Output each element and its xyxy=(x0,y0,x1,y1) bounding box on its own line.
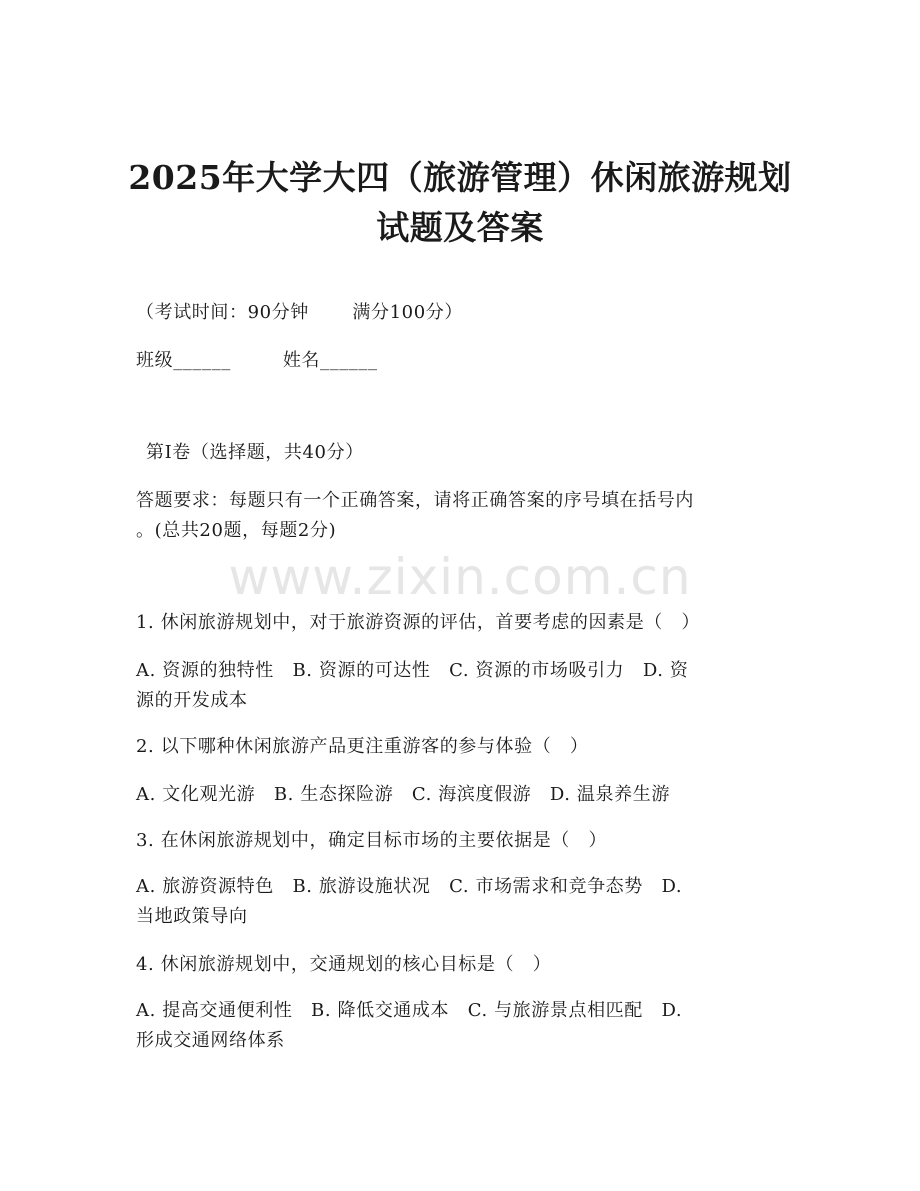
section-title: 第I卷（选择题，共40分） xyxy=(146,442,364,463)
question-options-line1: A. 资源的独特性 B. 资源的可达性 C. 资源的市场吸引力 D. 资 xyxy=(136,660,689,681)
instructions-line2: 。(总共20题，每题2分) xyxy=(136,520,337,541)
student-info-row xyxy=(136,346,776,376)
document-title-line2: 试题及答案 xyxy=(376,208,544,247)
class-field: 班级______ xyxy=(136,350,231,371)
name-field: 姓名______ xyxy=(282,350,378,371)
exam-info: （考试时间：90分钟 满分100分） xyxy=(136,302,463,323)
watermark: www.zixin.com.cn xyxy=(228,548,692,606)
question-options-line2: 形成交通网络体系 xyxy=(136,1030,285,1051)
question-stem: 1. 休闲旅游规划中，对于旅游资源的评估，首要考虑的因素是（ ） xyxy=(136,612,701,633)
question-stem: 2. 以下哪种休闲旅游产品更注重游客的参与体验（ ） xyxy=(136,736,589,757)
instructions-line1: 答题要求：每题只有一个正确答案，请将正确答案的序号填在括号内 xyxy=(136,490,694,511)
question-stem: 3. 在休闲旅游规划中，确定目标市场的主要依据是（ ） xyxy=(136,830,608,851)
question-options-line2: 源的开发成本 xyxy=(136,690,248,711)
document-title-line1: 2025年大学大四（旅游管理）休闲旅游规划 xyxy=(128,158,792,197)
question-options-line1: A. 旅游资源特色 B. 旅游设施状况 C. 市场需求和竞争态势 D. xyxy=(136,876,683,897)
question-stem: 4. 休闲旅游规划中，交通规划的核心目标是（ ） xyxy=(136,954,552,975)
question-options-line1: A. 提高交通便利性 B. 降低交通成本 C. 与旅游景点相匹配 D. xyxy=(136,1000,683,1021)
question-options-line1: A. 文化观光游 B. 生态探险游 C. 海滨度假游 D. 温泉养生游 xyxy=(136,784,670,805)
question-options-line2: 当地政策导向 xyxy=(136,906,248,927)
